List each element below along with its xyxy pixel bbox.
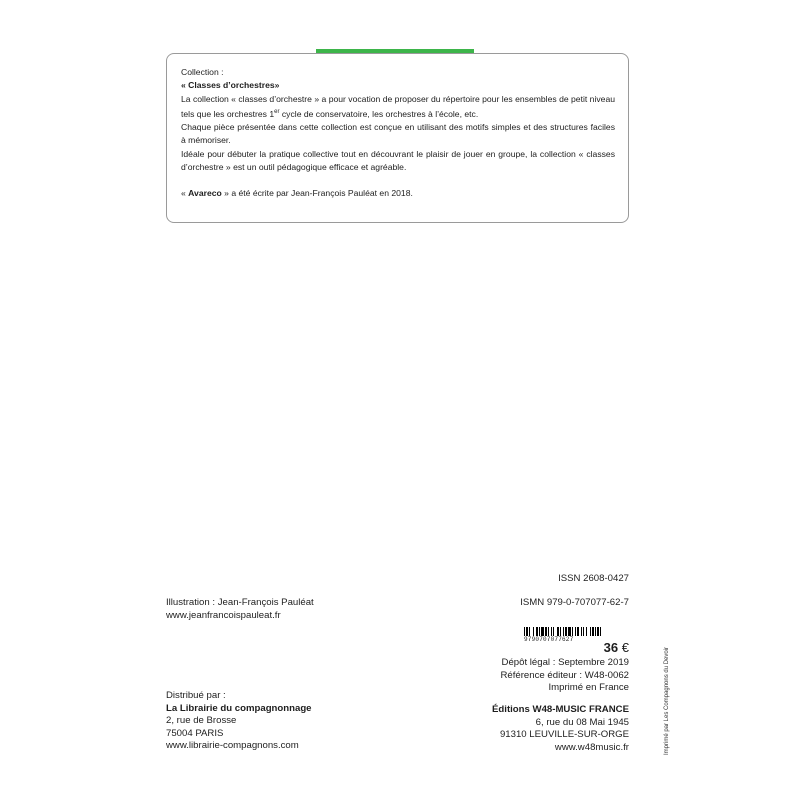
collection-title: « Classes d’orchestres» <box>181 80 280 91</box>
legal-deposit: Dépôt légal : Septembre 2019 <box>501 657 629 668</box>
printer-note: Imprimé par Les Compagnons du Devoir <box>664 646 670 755</box>
distributor-label: Distribué par : <box>166 690 226 701</box>
barcode-bars <box>524 627 629 636</box>
distributor-website: www.librairie-compagnons.com <box>166 740 299 751</box>
publisher-street: 6, rue du 08 Mai 1945 <box>535 716 629 728</box>
distributor-city: 75004 PARIS <box>166 727 224 739</box>
collection-info-box <box>166 53 629 223</box>
publisher-name: Éditions W48-MUSIC FRANCE <box>492 704 629 715</box>
legal-block <box>500 657 629 695</box>
publisher-website: www.w48music.fr <box>554 741 629 753</box>
distributor-name: La Librairie du compagnonnage <box>166 702 312 714</box>
distributor-block <box>166 690 312 753</box>
printed-in: Imprimé en France <box>548 682 629 693</box>
distributor-street: 2, rue de Brosse <box>166 715 237 726</box>
collection-pieces-text: Chaque pièce présentée dans cette collection est conçue en utilisant des motifs simples et des structures faciles à mémoriser. <box>181 122 615 146</box>
illustration-credit <box>166 597 314 622</box>
barcode-bar <box>600 627 601 636</box>
price <box>604 640 629 656</box>
publisher-block <box>492 704 629 754</box>
price-amount: 36 <box>603 640 619 655</box>
collection-label: Collection : <box>181 67 224 77</box>
ismn-text: ISMN 979-0-707077-62-7 <box>520 597 629 608</box>
illustrator-name: Illustration : Jean-François Pauléat <box>166 597 314 608</box>
collection-description: La collection « classes d’orchestre » a pour vocation de proposer du répertoire pour les ensembles de petit niveau tels que les orchestres 1er cycle de conservatoire, les orchestres à l’école, etc. <box>181 93 615 119</box>
price-currency: € <box>621 640 629 655</box>
collection-ideal-text: Idéale pour débuter la pratique collective tout en découvrant le plaisir de jouer en groupe, la collection « classes d’orchestre » est un outil pédagogique efficace et agréable. <box>181 148 615 172</box>
issn-text: ISSN 2608-0427 <box>558 573 629 584</box>
barcode-number: 9790707077627 <box>524 636 574 643</box>
publisher-reference: Référence éditeur : W48-0062 <box>500 669 629 681</box>
piece-credit: « Avareco » a été écrite par Jean-François Pauléat en 2018. <box>181 188 413 199</box>
illustrator-website: www.jeanfrancoispauleat.fr <box>166 609 281 621</box>
publisher-city: 91310 LEUVILLE-SUR-ORGE <box>499 729 629 740</box>
